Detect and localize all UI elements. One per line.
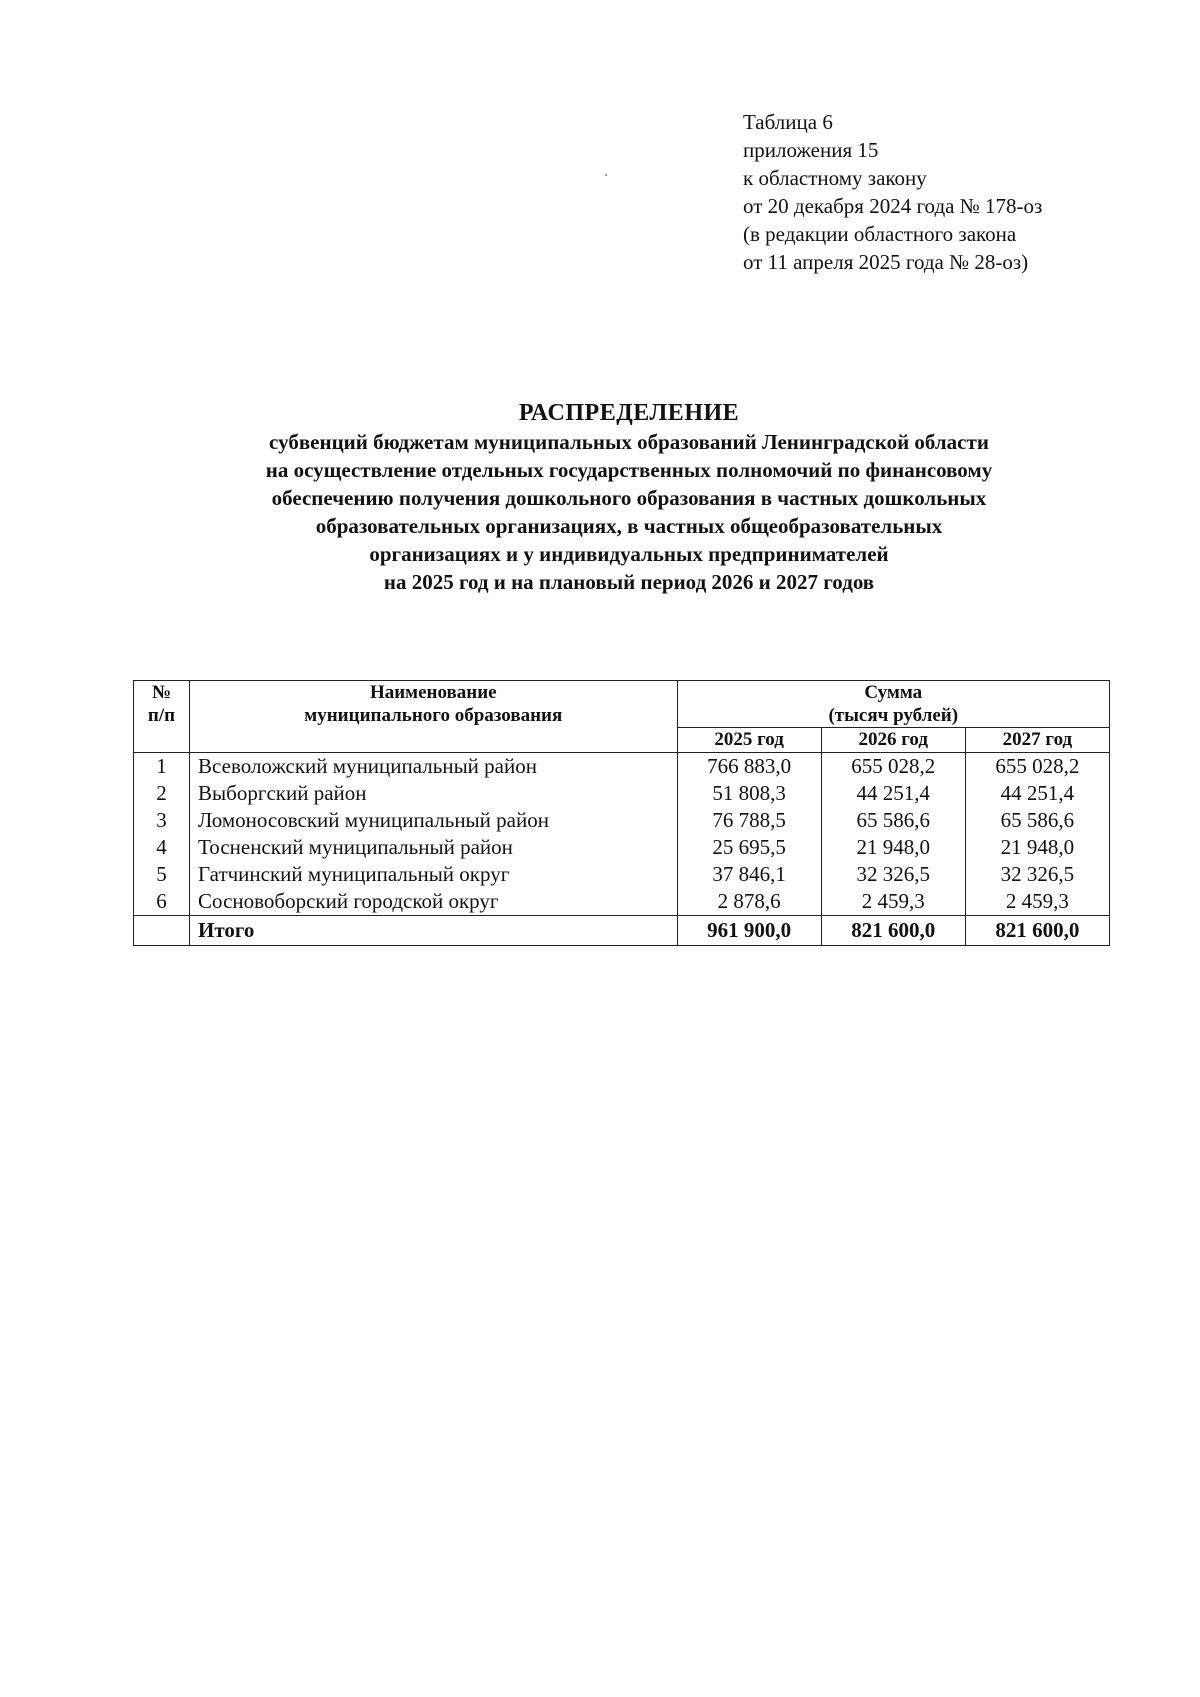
total-number-empty	[134, 916, 190, 946]
title-block	[0, 398, 1200, 596]
annex-reference	[743, 108, 1042, 276]
table-row	[134, 753, 1110, 781]
table-row	[134, 834, 1110, 861]
row-number: 5	[134, 861, 190, 888]
row-value-2026: 32 326,5	[821, 861, 965, 888]
subtitle-line: субвенций бюджетам муниципальных образований Ленинградской области	[269, 430, 989, 454]
row-value-2025: 25 695,5	[677, 834, 821, 861]
row-number: 6	[134, 888, 190, 916]
header-number-line1: №	[151, 682, 172, 703]
row-value-2026: 655 028,2	[821, 753, 965, 781]
header-sum-line2: (тысяч рублей)	[828, 705, 959, 726]
header-sum	[677, 681, 1109, 728]
row-value-2025: 2 878,6	[677, 888, 821, 916]
table-row	[134, 861, 1110, 888]
subtitle-line: организациях и у индивидуальных предпринимателей	[369, 542, 889, 566]
row-municipality: Гатчинский муниципальный округ	[190, 861, 677, 888]
header-year-2025: 2025 год	[677, 728, 821, 753]
row-value-2027: 32 326,5	[965, 861, 1109, 888]
annex-line: от 11 апреля 2025 года № 28-оз)	[743, 250, 1029, 274]
row-municipality: Тосненский муниципальный район	[190, 834, 677, 861]
row-value-2025: 37 846,1	[677, 861, 821, 888]
header-name-line2: муниципального образования	[304, 705, 563, 726]
total-value-2027: 821 600,0	[965, 916, 1109, 946]
annex-line: Таблица 6	[743, 110, 833, 134]
row-value-2027: 65 586,6	[965, 807, 1109, 834]
row-value-2025: 766 883,0	[677, 753, 821, 781]
row-municipality: Сосновоборский городской округ	[190, 888, 677, 916]
row-value-2025: 51 808,3	[677, 780, 821, 807]
table-header-row	[134, 681, 1110, 728]
document-subtitle	[0, 428, 1200, 596]
header-sum-line1: Сумма	[864, 682, 923, 703]
distribution-table	[133, 680, 1110, 946]
header-number	[134, 681, 190, 753]
header-name	[190, 681, 677, 753]
row-value-2026: 21 948,0	[821, 834, 965, 861]
table-row	[134, 807, 1110, 834]
annex-line: к областному закону	[743, 166, 927, 190]
total-value-2025: 961 900,0	[677, 916, 821, 946]
row-value-2027: 44 251,4	[965, 780, 1109, 807]
subtitle-line: обеспечению получения дошкольного образования в частных дошкольных	[271, 486, 987, 510]
total-label: Итого	[190, 916, 677, 946]
row-number: 3	[134, 807, 190, 834]
subtitle-line: на 2025 год и на плановый период 2026 и 2027 годов	[383, 570, 875, 594]
annex-line: от 20 декабря 2024 года № 178-оз	[743, 194, 1043, 218]
annex-line: приложения 15	[743, 138, 879, 162]
row-value-2026: 2 459,3	[821, 888, 965, 916]
row-municipality: Выборгский район	[190, 780, 677, 807]
header-year-2026: 2026 год	[821, 728, 965, 753]
row-number: 4	[134, 834, 190, 861]
row-value-2026: 44 251,4	[821, 780, 965, 807]
row-value-2027: 655 028,2	[965, 753, 1109, 781]
annex-line: (в редакции областного закона	[743, 222, 1017, 246]
row-number: 1	[134, 753, 190, 781]
row-number: 2	[134, 780, 190, 807]
row-value-2027: 21 948,0	[965, 834, 1109, 861]
table-total-row	[134, 916, 1110, 946]
header-name-line1: Наименование	[369, 682, 497, 703]
scan-speck	[605, 174, 607, 176]
subtitle-line: на осуществление отдельных государственных полномочий по финансовому	[265, 458, 993, 482]
document-title: РАСПРЕДЕЛЕНИЕ	[518, 400, 740, 426]
row-value-2026: 65 586,6	[821, 807, 965, 834]
row-municipality: Ломоносовский муниципальный район	[190, 807, 677, 834]
total-value-2026: 821 600,0	[821, 916, 965, 946]
table-row	[134, 780, 1110, 807]
row-value-2027: 2 459,3	[965, 888, 1109, 916]
row-value-2025: 76 788,5	[677, 807, 821, 834]
header-number-line2: п/п	[147, 705, 176, 726]
table-row	[134, 888, 1110, 916]
header-year-2027: 2027 год	[965, 728, 1109, 753]
subtitle-line: образовательных организациях, в частных общеобразовательных	[315, 514, 943, 538]
row-municipality: Всеволожский муниципальный район	[190, 753, 677, 781]
